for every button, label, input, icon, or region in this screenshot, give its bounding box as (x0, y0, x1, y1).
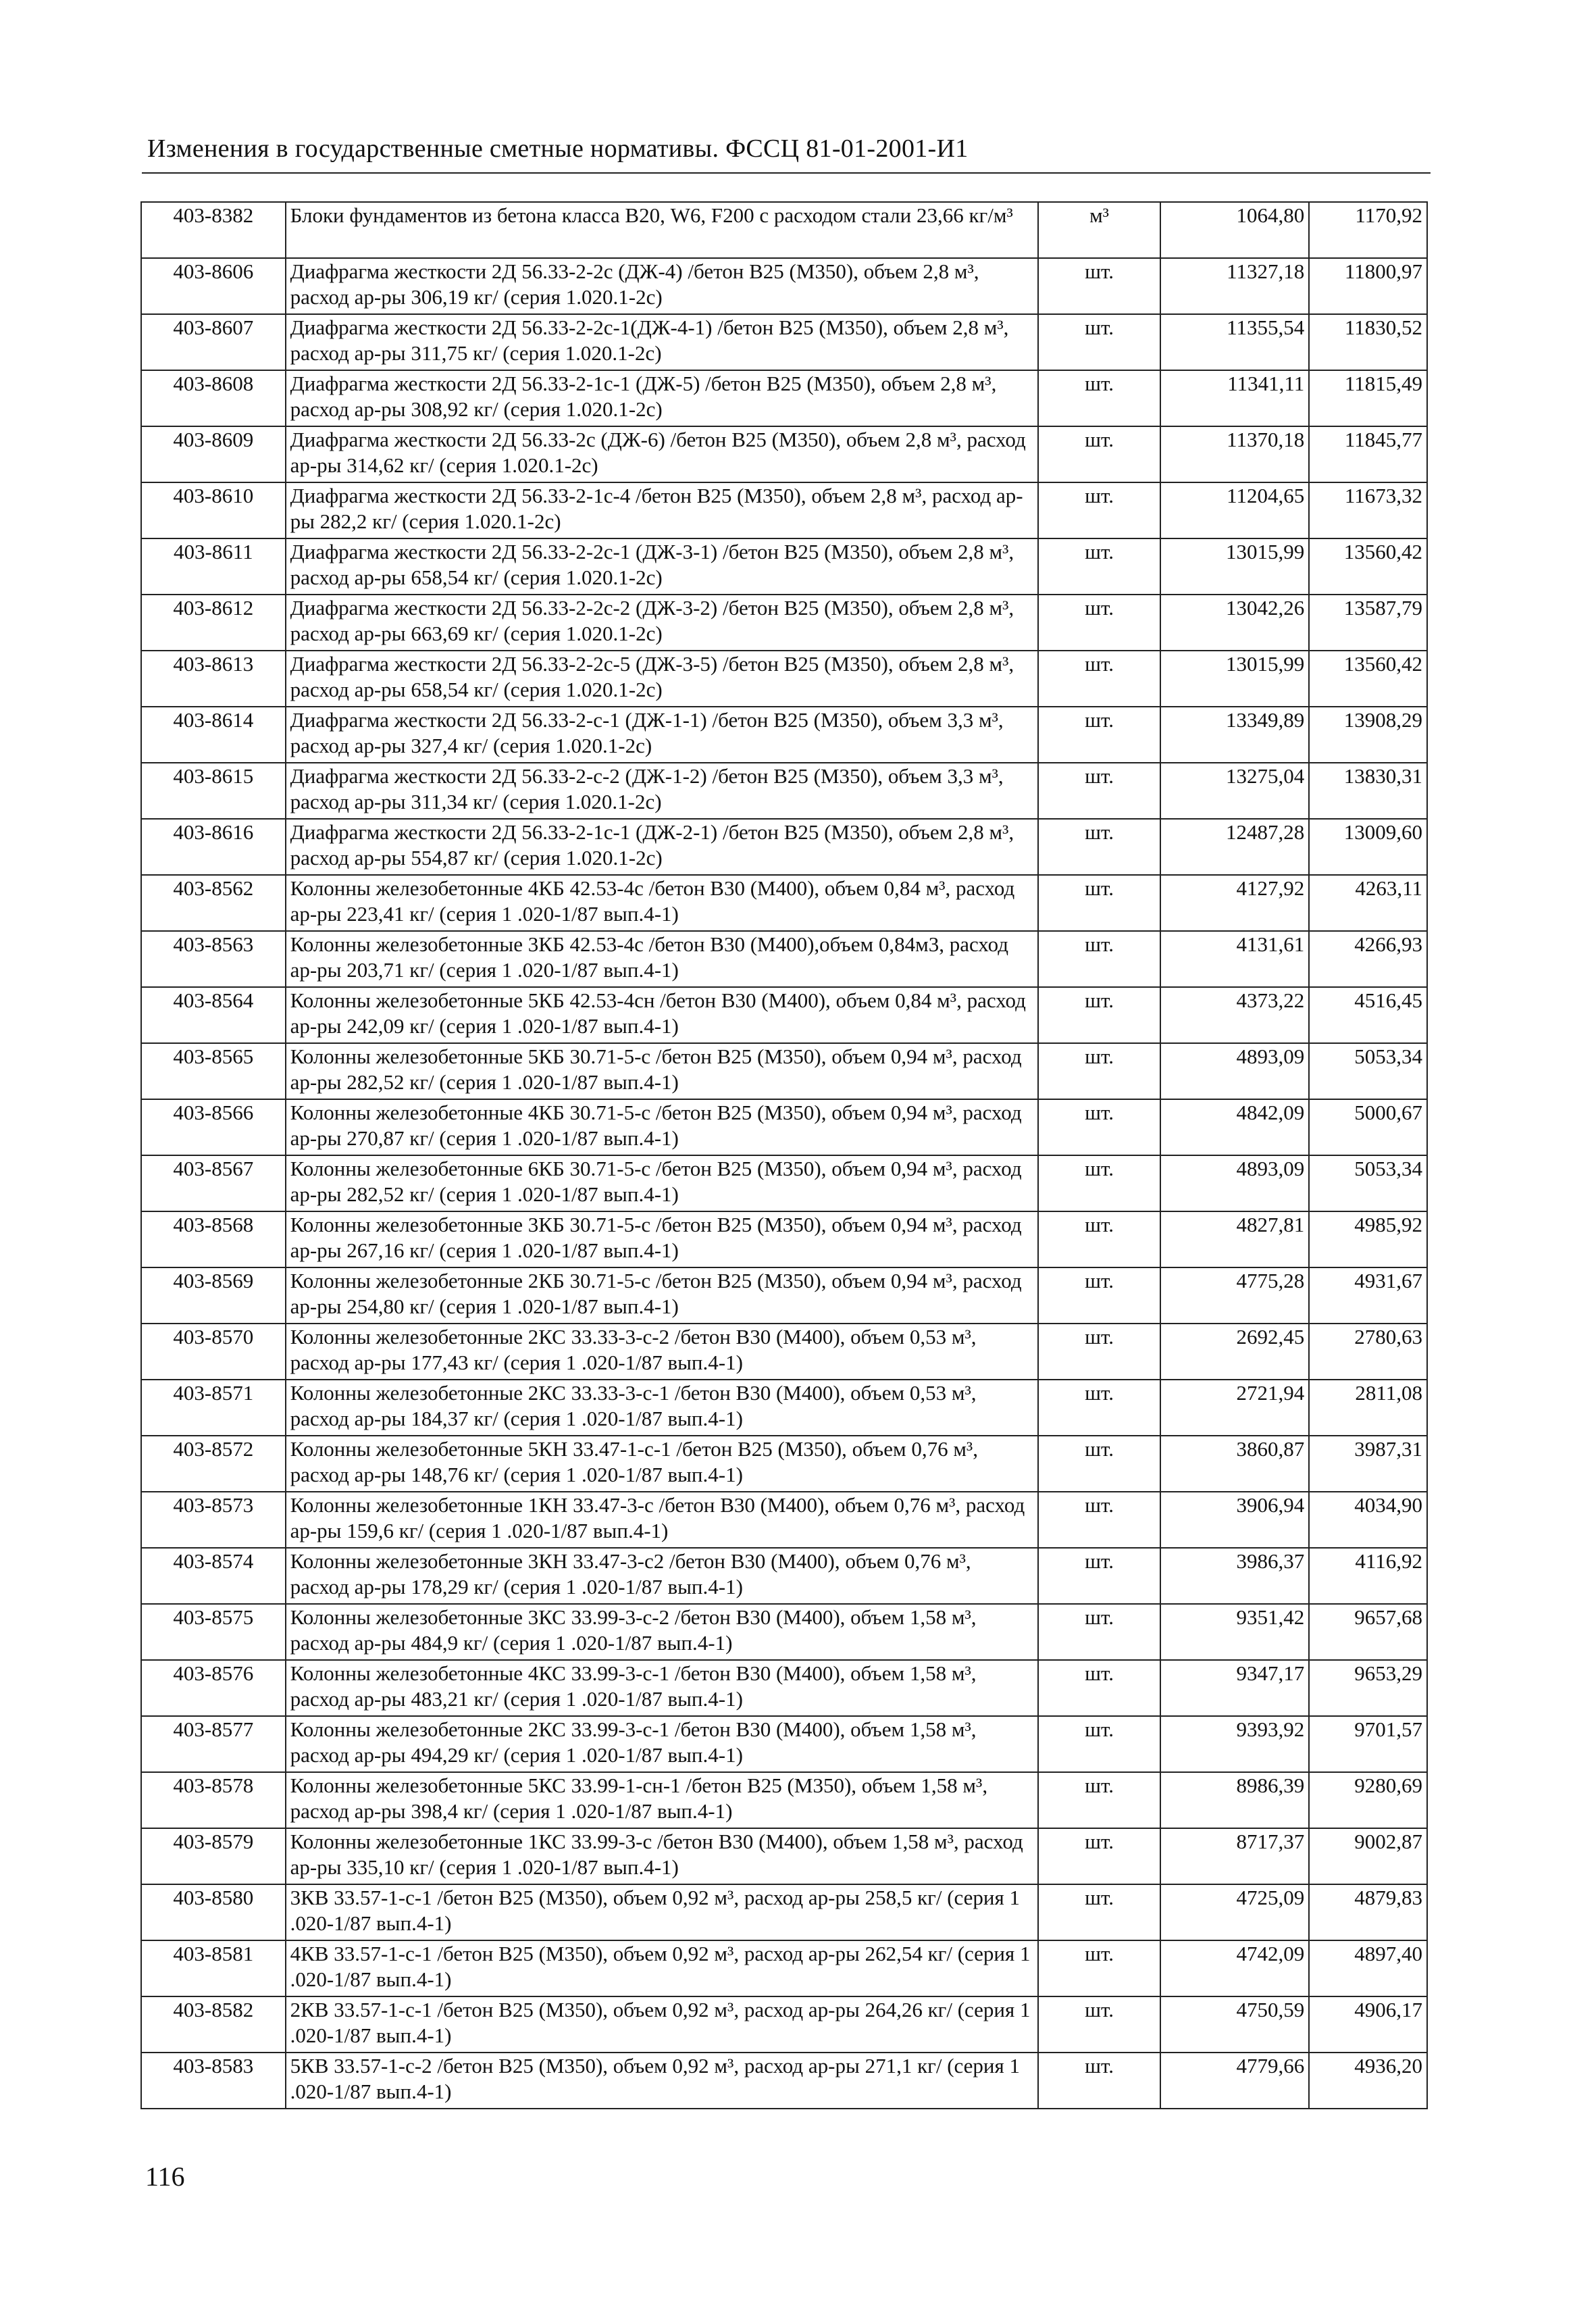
row-code: 403-8569 (141, 1267, 286, 1324)
row-unit: шт. (1038, 1996, 1161, 2053)
row-price-1: 4827,81 (1160, 1211, 1309, 1267)
row-code: 403-8580 (141, 1884, 286, 1940)
row-unit: шт. (1038, 1211, 1161, 1267)
row-code: 403-8566 (141, 1099, 286, 1155)
table-row (141, 875, 1427, 931)
row-price-2: 13587,79 (1309, 595, 1427, 651)
row-code: 403-8606 (141, 258, 286, 314)
row-price-2: 9280,69 (1309, 1772, 1427, 1828)
row-name: Колонны железобетонные 3КБ 30.71-5-с /бетон В25 (М350), объем 0,94 м³, расход ар-ры 267,16 кг/ (серия 1 .020-1/87 вып.4-1) (286, 1211, 1038, 1267)
table-row (141, 763, 1427, 819)
row-code: 403-8582 (141, 1996, 286, 2053)
row-price-1: 9347,17 (1160, 1660, 1309, 1716)
row-price-2: 1170,92 (1309, 202, 1427, 258)
price-table (140, 201, 1428, 2109)
row-unit: шт. (1038, 875, 1161, 931)
row-unit: шт. (1038, 1772, 1161, 1828)
row-price-1: 11341,11 (1160, 370, 1309, 426)
table-row (141, 651, 1427, 707)
table-row (141, 202, 1427, 258)
table-row (141, 1828, 1427, 1884)
row-price-2: 9002,87 (1309, 1828, 1427, 1884)
row-price-2: 4936,20 (1309, 2053, 1427, 2109)
row-name: Диафрагма жесткости 2Д 56.33-2-с-1 (ДЖ-1-1) /бетон В25 (М350), объем 3,3 м³, расход ар-ры 327,4 кг/ (серия 1.020.1-2с) (286, 707, 1038, 763)
row-price-2: 4879,83 (1309, 1884, 1427, 1940)
page-header: Изменения в государственные сметные нормативы. ФССЦ 81-01-2001-И1 (147, 134, 969, 163)
row-price-2: 9657,68 (1309, 1604, 1427, 1660)
row-code: 403-8607 (141, 314, 286, 370)
row-unit: шт. (1038, 1043, 1161, 1099)
row-unit: шт. (1038, 426, 1161, 482)
row-code: 403-8616 (141, 819, 286, 875)
table-row (141, 1660, 1427, 1716)
row-unit: шт. (1038, 1604, 1161, 1660)
row-code: 403-8571 (141, 1380, 286, 1436)
row-price-2: 13009,60 (1309, 819, 1427, 875)
row-code: 403-8615 (141, 763, 286, 819)
row-code: 403-8576 (141, 1660, 286, 1716)
row-price-2: 9653,29 (1309, 1660, 1427, 1716)
row-name: Колонны железобетонные 4КС 33.99-3-с-1 /бетон В30 (М400), объем 1,58 м³, расход ар-ры 483,21 кг/ (серия 1 .020-1/87 вып.4-1) (286, 1660, 1038, 1716)
table-row (141, 1996, 1427, 2053)
row-price-2: 4931,67 (1309, 1267, 1427, 1324)
header-rule (142, 172, 1431, 174)
table-row (141, 1884, 1427, 1940)
row-name: Диафрагма жесткости 2Д 56.33-2-2с-5 (ДЖ-3-5) /бетон В25 (М350), объем 2,8 м³, расход ар-ры 658,54 кг/ (серия 1.020.1-2с) (286, 651, 1038, 707)
row-price-2: 4263,11 (1309, 875, 1427, 931)
row-unit: шт. (1038, 1828, 1161, 1884)
row-unit: шт. (1038, 1267, 1161, 1324)
table-row (141, 1548, 1427, 1604)
row-unit: шт. (1038, 538, 1161, 595)
row-name: Колонны железобетонные 2КБ 30.71-5-с /бетон В25 (М350), объем 0,94 м³, расход ар-ры 254,80 кг/ (серия 1 .020-1/87 вып.4-1) (286, 1267, 1038, 1324)
row-price-1: 4373,22 (1160, 987, 1309, 1043)
row-code: 403-8572 (141, 1436, 286, 1492)
row-price-1: 12487,28 (1160, 819, 1309, 875)
table-row (141, 314, 1427, 370)
row-name: Колонны железобетонные 5КБ 42.53-4сн /бетон В30 (М400), объем 0,84 м³, расход ар-ры 242,09 кг/ (серия 1 .020-1/87 вып.4-1) (286, 987, 1038, 1043)
row-price-2: 4906,17 (1309, 1996, 1427, 2053)
row-name: Диафрагма жесткости 2Д 56.33-2-с-2 (ДЖ-1-2) /бетон В25 (М350), объем 3,3 м³, расход ар-ры 311,34 кг/ (серия 1.020.1-2с) (286, 763, 1038, 819)
row-code: 403-8612 (141, 595, 286, 651)
row-name: Колонны железобетонные 4КБ 42.53-4с /бетон В30 (М400), объем 0,84 м³, расход ар-ры 223,41 кг/ (серия 1 .020-1/87 вып.4-1) (286, 875, 1038, 931)
row-code: 403-8564 (141, 987, 286, 1043)
table-row (141, 1211, 1427, 1267)
table-row (141, 1099, 1427, 1155)
row-code: 403-8610 (141, 482, 286, 538)
row-price-1: 4775,28 (1160, 1267, 1309, 1324)
row-unit: шт. (1038, 314, 1161, 370)
row-name: Диафрагма жесткости 2Д 56.33-2-2с-1 (ДЖ-3-1) /бетон В25 (М350), объем 2,8 м³, расход ар-ры 658,54 кг/ (серия 1.020.1-2с) (286, 538, 1038, 595)
table-row (141, 1772, 1427, 1828)
row-unit: шт. (1038, 595, 1161, 651)
row-price-2: 5053,34 (1309, 1043, 1427, 1099)
table-row (141, 1716, 1427, 1772)
row-unit: шт. (1038, 763, 1161, 819)
row-name: Диафрагма жесткости 2Д 56.33-2-2с-1(ДЖ-4-1) /бетон В25 (М350), объем 2,8 м³, расход ар-ры 311,75 кг/ (серия 1.020.1-2с) (286, 314, 1038, 370)
row-unit: м³ (1038, 202, 1161, 258)
table-row (141, 426, 1427, 482)
row-unit: шт. (1038, 1884, 1161, 1940)
row-code: 403-8570 (141, 1324, 286, 1380)
row-unit: шт. (1038, 1324, 1161, 1380)
row-code: 403-8575 (141, 1604, 286, 1660)
row-price-2: 4034,90 (1309, 1492, 1427, 1548)
row-price-1: 8986,39 (1160, 1772, 1309, 1828)
row-unit: шт. (1038, 987, 1161, 1043)
row-unit: шт. (1038, 482, 1161, 538)
row-unit: шт. (1038, 1155, 1161, 1211)
row-unit: шт. (1038, 707, 1161, 763)
row-name: Колонны железобетонные 5КС 33.99-1-сн-1 /бетон В25 (М350), объем 1,58 м³, расход ар-ры 398,4 кг/ (серия 1 .020-1/87 вып.4-1) (286, 1772, 1038, 1828)
row-price-1: 4779,66 (1160, 2053, 1309, 2109)
row-name: Колонны железобетонные 3КС 33.99-3-с-2 /бетон В30 (М400), объем 1,58 м³, расход ар-ры 484,9 кг/ (серия 1 .020-1/87 вып.4-1) (286, 1604, 1038, 1660)
row-unit: шт. (1038, 819, 1161, 875)
row-price-2: 4516,45 (1309, 987, 1427, 1043)
row-price-2: 5000,67 (1309, 1099, 1427, 1155)
page-number: 116 (145, 2161, 185, 2192)
row-code: 403-8583 (141, 2053, 286, 2109)
row-name: Колонны железобетонные 5КБ 30.71-5-с /бетон В25 (М350), объем 0,94 м³, расход ар-ры 282,52 кг/ (серия 1 .020-1/87 вып.4-1) (286, 1043, 1038, 1099)
table-row (141, 987, 1427, 1043)
table-row (141, 931, 1427, 987)
row-price-1: 4742,09 (1160, 1940, 1309, 1996)
price-table-body (141, 202, 1427, 2109)
row-name: Колонны железобетонные 2КС 33.99-3-с-1 /бетон В30 (М400), объем 1,58 м³, расход ар-ры 494,29 кг/ (серия 1 .020-1/87 вып.4-1) (286, 1716, 1038, 1772)
row-name: Колонны железобетонные 2КС 33.33-3-с-2 /бетон В30 (М400), объем 0,53 м³, расход ар-ры 177,43 кг/ (серия 1 .020-1/87 вып.4-1) (286, 1324, 1038, 1380)
table-row (141, 1267, 1427, 1324)
row-code: 403-8573 (141, 1492, 286, 1548)
table-row (141, 1940, 1427, 1996)
row-code: 403-8562 (141, 875, 286, 931)
table-row (141, 538, 1427, 595)
row-code: 403-8577 (141, 1716, 286, 1772)
row-name: Колонны железобетонные 1КН 33.47-3-с /бетон В30 (М400), объем 0,76 м³, расход ар-ры 159,6 кг/ (серия 1 .020-1/87 вып.4-1) (286, 1492, 1038, 1548)
table-row (141, 1043, 1427, 1099)
row-name: Колонны железобетонные 3КН 33.47-3-с2 /бетон В30 (М400), объем 0,76 м³, расход ар-ры 178,29 кг/ (серия 1 .020-1/87 вып.4-1) (286, 1548, 1038, 1604)
row-name: Колонны железобетонные 6КБ 30.71-5-с /бетон В25 (М350), объем 0,94 м³, расход ар-ры 282,52 кг/ (серия 1 .020-1/87 вып.4-1) (286, 1155, 1038, 1211)
row-price-2: 11830,52 (1309, 314, 1427, 370)
row-unit: шт. (1038, 1940, 1161, 1996)
row-unit: шт. (1038, 1548, 1161, 1604)
row-name: Диафрагма жесткости 2Д 56.33-2-1с-1 (ДЖ-5) /бетон В25 (М350), объем 2,8 м³, расход ар-ры 308,92 кг/ (серия 1.020.1-2с) (286, 370, 1038, 426)
row-price-1: 13042,26 (1160, 595, 1309, 651)
row-code: 403-8609 (141, 426, 286, 482)
row-price-2: 9701,57 (1309, 1716, 1427, 1772)
row-price-2: 13830,31 (1309, 763, 1427, 819)
table-row (141, 482, 1427, 538)
row-price-1: 3986,37 (1160, 1548, 1309, 1604)
row-code: 403-8563 (141, 931, 286, 987)
row-price-1: 9393,92 (1160, 1716, 1309, 1772)
row-code: 403-8574 (141, 1548, 286, 1604)
row-code: 403-8567 (141, 1155, 286, 1211)
row-price-2: 2811,08 (1309, 1380, 1427, 1436)
row-price-1: 1064,80 (1160, 202, 1309, 258)
row-name: 3КВ 33.57-1-с-1 /бетон В25 (М350), объем 0,92 м³, расход ар-ры 258,5 кг/ (серия 1 .020-1/87 вып.4-1) (286, 1884, 1038, 1940)
row-name: 4КВ 33.57-1-с-1 /бетон В25 (М350), объем 0,92 м³, расход ар-ры 262,54 кг/ (серия 1 .020-1/87 вып.4-1) (286, 1940, 1038, 1996)
row-price-2: 11845,77 (1309, 426, 1427, 482)
row-name: 2КВ 33.57-1-с-1 /бетон В25 (М350), объем 0,92 м³, расход ар-ры 264,26 кг/ (серия 1 .020-1/87 вып.4-1) (286, 1996, 1038, 2053)
row-code: 403-8614 (141, 707, 286, 763)
table-row (141, 1604, 1427, 1660)
row-unit: шт. (1038, 2053, 1161, 2109)
row-price-1: 11370,18 (1160, 426, 1309, 482)
row-code: 403-8611 (141, 538, 286, 595)
table-row (141, 2053, 1427, 2109)
table-row (141, 707, 1427, 763)
row-name: Диафрагма жесткости 2Д 56.33-2с (ДЖ-6) /бетон В25 (М350), объем 2,8 м³, расход ар-ры 314,62 кг/ (серия 1.020.1-2с) (286, 426, 1038, 482)
row-name: 5КВ 33.57-1-с-2 /бетон В25 (М350), объем 0,92 м³, расход ар-ры 271,1 кг/ (серия 1 .020-1/87 вып.4-1) (286, 2053, 1038, 2109)
row-unit: шт. (1038, 370, 1161, 426)
row-price-1: 3860,87 (1160, 1436, 1309, 1492)
row-price-2: 13560,42 (1309, 538, 1427, 595)
row-name: Колонны железобетонные 4КБ 30.71-5-с /бетон В25 (М350), объем 0,94 м³, расход ар-ры 270,87 кг/ (серия 1 .020-1/87 вып.4-1) (286, 1099, 1038, 1155)
row-price-1: 8717,37 (1160, 1828, 1309, 1884)
row-price-1: 11327,18 (1160, 258, 1309, 314)
table-row (141, 1492, 1427, 1548)
row-price-1: 11355,54 (1160, 314, 1309, 370)
row-code: 403-8568 (141, 1211, 286, 1267)
row-price-1: 13275,04 (1160, 763, 1309, 819)
row-code: 403-8608 (141, 370, 286, 426)
row-name: Колонны железобетонные 1КС 33.99-3-с /бетон В30 (М400), объем 1,58 м³, расход ар-ры 335,10 кг/ (серия 1 .020-1/87 вып.4-1) (286, 1828, 1038, 1884)
row-price-2: 4266,93 (1309, 931, 1427, 987)
row-price-1: 13015,99 (1160, 538, 1309, 595)
row-unit: шт. (1038, 1660, 1161, 1716)
row-price-1: 2721,94 (1160, 1380, 1309, 1436)
row-price-1: 3906,94 (1160, 1492, 1309, 1548)
row-name: Диафрагма жесткости 2Д 56.33-2-2с (ДЖ-4) /бетон В25 (М350), объем 2,8 м³, расход ар-ры 306,19 кг/ (серия 1.020.1-2с) (286, 258, 1038, 314)
table-row (141, 1436, 1427, 1492)
row-price-1: 13015,99 (1160, 651, 1309, 707)
row-price-1: 4893,09 (1160, 1155, 1309, 1211)
row-unit: шт. (1038, 1716, 1161, 1772)
row-price-2: 13908,29 (1309, 707, 1427, 763)
row-unit: шт. (1038, 651, 1161, 707)
row-name: Колонны железобетонные 3КБ 42.53-4с /бетон В30 (М400),объем 0,84м3, расход ар-ры 203,71 кг/ (серия 1 .020-1/87 вып.4-1) (286, 931, 1038, 987)
row-code: 403-8382 (141, 202, 286, 258)
row-price-1: 4750,59 (1160, 1996, 1309, 2053)
row-price-1: 4131,61 (1160, 931, 1309, 987)
row-unit: шт. (1038, 258, 1161, 314)
table-row (141, 1380, 1427, 1436)
row-price-2: 11800,97 (1309, 258, 1427, 314)
table-row (141, 819, 1427, 875)
row-code: 403-8578 (141, 1772, 286, 1828)
row-price-1: 2692,45 (1160, 1324, 1309, 1380)
row-unit: шт. (1038, 1099, 1161, 1155)
row-unit: шт. (1038, 1380, 1161, 1436)
table-row (141, 370, 1427, 426)
row-price-2: 4985,92 (1309, 1211, 1427, 1267)
row-price-1: 11204,65 (1160, 482, 1309, 538)
row-code: 403-8565 (141, 1043, 286, 1099)
row-name: Колонны железобетонные 2КС 33.33-3-с-1 /бетон В30 (М400), объем 0,53 м³, расход ар-ры 184,37 кг/ (серия 1 .020-1/87 вып.4-1) (286, 1380, 1038, 1436)
row-code: 403-8613 (141, 651, 286, 707)
row-price-2: 3987,31 (1309, 1436, 1427, 1492)
row-price-2: 11673,32 (1309, 482, 1427, 538)
row-name: Диафрагма жесткости 2Д 56.33-2-1с-1 (ДЖ-2-1) /бетон В25 (М350), объем 2,8 м³, расход ар-ры 554,87 кг/ (серия 1.020.1-2с) (286, 819, 1038, 875)
row-name: Диафрагма жесткости 2Д 56.33-2-2с-2 (ДЖ-3-2) /бетон В25 (М350), объем 2,8 м³, расход ар-ры 663,69 кг/ (серия 1.020.1-2с) (286, 595, 1038, 651)
row-price-2: 2780,63 (1309, 1324, 1427, 1380)
row-code: 403-8581 (141, 1940, 286, 1996)
table-row (141, 258, 1427, 314)
row-price-1: 13349,89 (1160, 707, 1309, 763)
row-price-1: 9351,42 (1160, 1604, 1309, 1660)
row-unit: шт. (1038, 1436, 1161, 1492)
row-price-2: 4897,40 (1309, 1940, 1427, 1996)
row-price-2: 13560,42 (1309, 651, 1427, 707)
row-price-1: 4725,09 (1160, 1884, 1309, 1940)
row-unit: шт. (1038, 1492, 1161, 1548)
row-price-1: 4127,92 (1160, 875, 1309, 931)
row-price-2: 4116,92 (1309, 1548, 1427, 1604)
row-name: Диафрагма жесткости 2Д 56.33-2-1с-4 /бетон В25 (М350), объем 2,8 м³, расход ар-ры 282,2 кг/ (серия 1.020.1-2с) (286, 482, 1038, 538)
row-price-2: 11815,49 (1309, 370, 1427, 426)
table-row (141, 1155, 1427, 1211)
row-code: 403-8579 (141, 1828, 286, 1884)
row-name: Колонны железобетонные 5КН 33.47-1-с-1 /бетон В25 (М350), объем 0,76 м³, расход ар-ры 148,76 кг/ (серия 1 .020-1/87 вып.4-1) (286, 1436, 1038, 1492)
row-unit: шт. (1038, 931, 1161, 987)
row-price-1: 4893,09 (1160, 1043, 1309, 1099)
row-price-1: 4842,09 (1160, 1099, 1309, 1155)
row-name: Блоки фундаментов из бетона класса В20, W6, F200 с расходом стали 23,66 кг/м³ (286, 202, 1038, 258)
table-row (141, 1324, 1427, 1380)
row-price-2: 5053,34 (1309, 1155, 1427, 1211)
table-row (141, 595, 1427, 651)
